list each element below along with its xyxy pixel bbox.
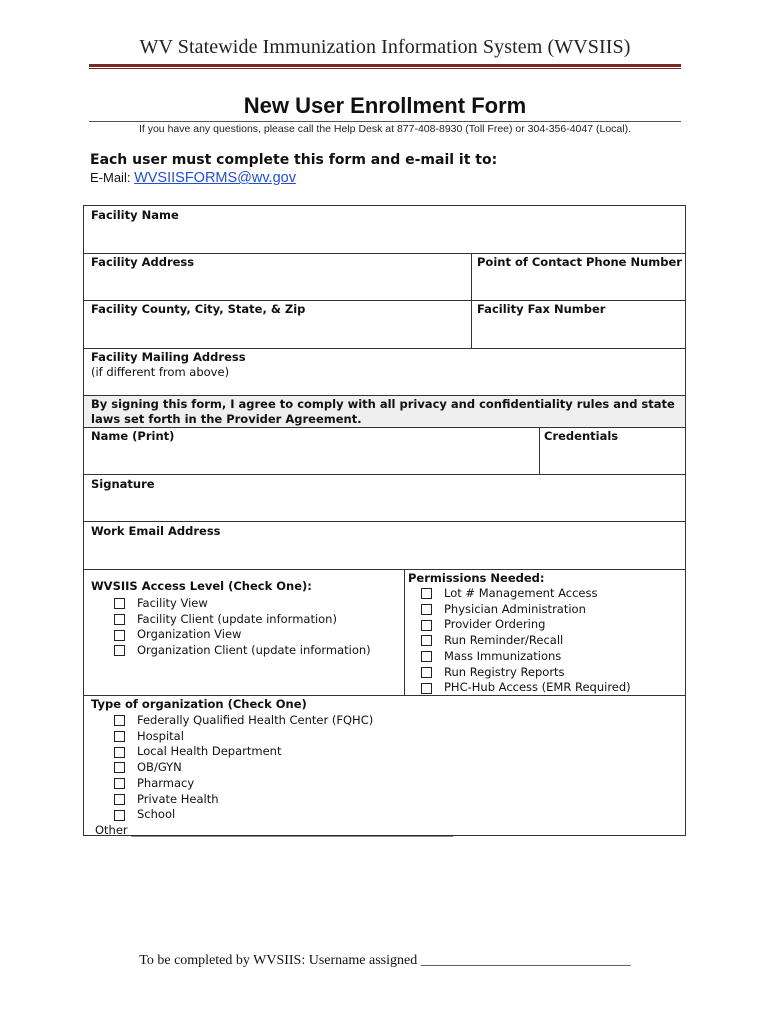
facility-address-label: Facility Address xyxy=(91,255,195,269)
access-level-option[interactable] xyxy=(114,596,371,612)
permissions-heading: Permissions Needed: xyxy=(408,571,545,585)
access-level-option[interactable] xyxy=(114,612,371,628)
row-divider xyxy=(84,695,685,696)
org-type-option[interactable] xyxy=(114,744,373,760)
checkbox[interactable] xyxy=(421,620,432,631)
option-label: Organization View xyxy=(137,627,242,642)
header-rule-thin xyxy=(89,68,681,69)
document-header-title: WV Statewide Immunization Information System (WVSIIS) xyxy=(139,36,631,58)
help-desk-text: If you have any questions, please call the Help Desk at 877-408-8930 (Toll Free) or 304-356-4047 (Local). xyxy=(138,123,632,135)
checkbox[interactable] xyxy=(114,731,125,742)
checkbox[interactable] xyxy=(421,683,432,694)
option-label: Provider Ordering xyxy=(444,617,546,632)
facility-name-label: Facility Name xyxy=(91,208,179,222)
permission-option[interactable] xyxy=(421,633,631,649)
option-label: Pharmacy xyxy=(137,775,195,790)
checkbox[interactable] xyxy=(114,645,125,656)
checkbox[interactable] xyxy=(114,747,125,758)
poc-phone-label: Point of Contact Phone Number xyxy=(477,255,682,269)
credentials-label: Credentials xyxy=(544,429,619,443)
permission-option[interactable] xyxy=(421,680,631,696)
org-type-option[interactable] xyxy=(114,807,373,823)
org-type-option[interactable] xyxy=(114,776,373,792)
mailing-address-label: Facility Mailing Address xyxy=(91,350,246,364)
work-email-label: Work Email Address xyxy=(91,524,221,538)
org-type-option[interactable] xyxy=(114,729,373,745)
access-level-option[interactable] xyxy=(114,627,371,643)
option-label: Facility Client (update information) xyxy=(137,611,337,626)
submission-instruction: Each user must complete this form and e-mail it to: xyxy=(90,152,498,168)
org-type-heading: Type of organization (Check One) xyxy=(91,697,307,711)
email-line xyxy=(90,170,296,186)
checkbox[interactable] xyxy=(421,588,432,599)
permission-option[interactable] xyxy=(421,617,631,633)
org-type-other-field[interactable]: Other ________________________________________________________ xyxy=(95,823,454,837)
permission-option[interactable] xyxy=(421,649,631,665)
facility-fax-label: Facility Fax Number xyxy=(477,302,606,316)
checkbox[interactable] xyxy=(114,630,125,641)
row-divider xyxy=(84,253,685,254)
option-label: Physician Administration xyxy=(444,601,586,616)
permissions-options xyxy=(421,586,631,696)
option-label: Hospital xyxy=(137,728,184,743)
mailing-address-note: (if different from above) xyxy=(91,365,230,379)
facility-county-label: Facility County, City, State, & Zip xyxy=(91,302,306,316)
org-type-option[interactable] xyxy=(114,760,373,776)
checkbox[interactable] xyxy=(421,651,432,662)
email-link[interactable]: WVSIISFORMS@wv.gov xyxy=(134,170,296,186)
access-level-option[interactable] xyxy=(114,643,371,659)
row-divider xyxy=(84,348,685,349)
org-type-option[interactable] xyxy=(114,713,373,729)
checkbox[interactable] xyxy=(114,598,125,609)
checkbox[interactable] xyxy=(421,635,432,646)
org-type-option[interactable] xyxy=(114,792,373,808)
permission-option[interactable] xyxy=(421,602,631,618)
title-rule xyxy=(89,121,681,122)
checkbox[interactable] xyxy=(114,794,125,805)
row-divider xyxy=(84,427,685,428)
checkbox[interactable] xyxy=(114,715,125,726)
agreement-text-line1: By signing this form, I agree to comply with all privacy and confidentiality rules and state xyxy=(91,397,675,411)
checkbox[interactable] xyxy=(114,614,125,625)
form-title: New User Enrollment Form xyxy=(243,93,527,118)
checkbox[interactable] xyxy=(114,810,125,821)
column-divider xyxy=(539,427,540,474)
checkbox[interactable] xyxy=(114,778,125,789)
option-label: Federally Qualified Health Center (FQHC) xyxy=(137,713,374,727)
option-label: Mass Immunizations xyxy=(444,648,562,663)
name-print-label: Name (Print) xyxy=(91,429,175,443)
option-label: Lot # Management Access xyxy=(444,586,598,600)
option-label: Run Reminder/Recall xyxy=(444,633,564,648)
permission-option[interactable] xyxy=(421,665,631,681)
access-level-options xyxy=(114,596,371,659)
column-divider xyxy=(404,569,405,695)
checkbox[interactable] xyxy=(421,604,432,615)
access-level-heading: WVSIIS Access Level (Check One): xyxy=(91,579,312,593)
checkbox[interactable] xyxy=(114,762,125,773)
option-label: Local Health Department xyxy=(137,744,282,759)
agreement-text-line2: laws set forth in the Provider Agreement. xyxy=(91,412,362,426)
email-prefix: E-Mail: xyxy=(90,170,135,185)
permission-option[interactable] xyxy=(421,586,631,602)
option-label: OB/GYN xyxy=(137,760,182,775)
row-divider xyxy=(84,474,685,475)
option-label: Private Health xyxy=(137,791,219,806)
signature-label: Signature xyxy=(91,477,155,491)
enrollment-form-table xyxy=(83,205,686,836)
option-label: PHC-Hub Access (EMR Required) xyxy=(444,680,631,695)
option-label: Organization Client (update information) xyxy=(137,643,371,658)
row-divider xyxy=(84,300,685,301)
row-divider xyxy=(84,521,685,522)
option-label: Run Registry Reports xyxy=(444,664,565,679)
option-label: School xyxy=(137,807,176,822)
checkbox[interactable] xyxy=(421,667,432,678)
option-label: Facility View xyxy=(137,596,208,610)
header-rule xyxy=(89,64,681,67)
row-divider xyxy=(84,569,685,570)
footer-username-assigned: To be completed by WVSIIS: Username assigned ______________________________ xyxy=(139,953,631,968)
org-type-options xyxy=(114,713,373,823)
